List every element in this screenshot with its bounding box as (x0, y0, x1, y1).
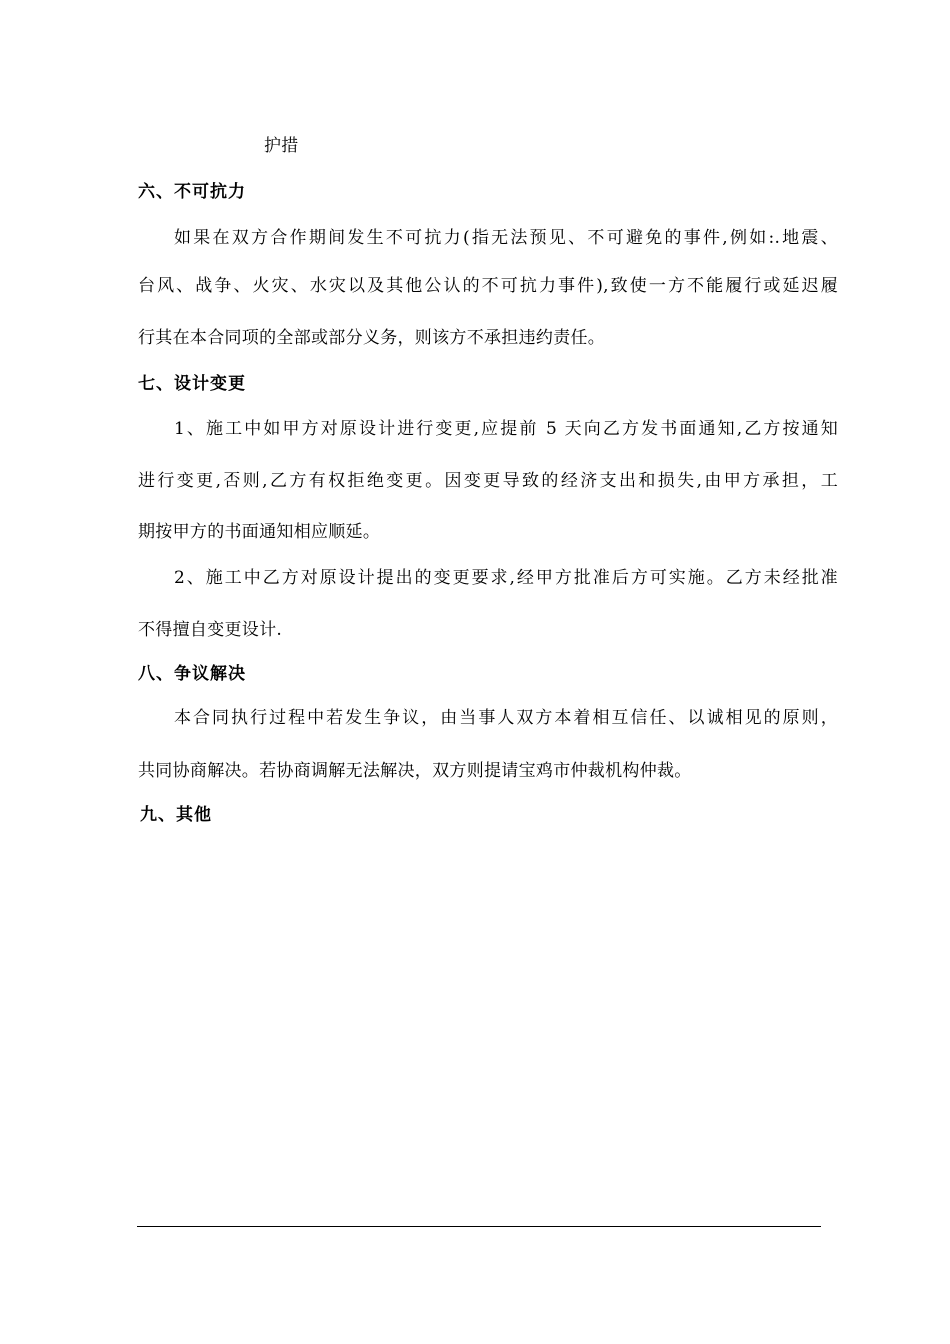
section-heading-other: 九、其他 (140, 805, 212, 825)
carryover-text: 护措 (264, 136, 299, 156)
paragraph-line: 共同协商解决。若协商调解无法解决，双方则提请宝鸡市仲裁机构仲裁。 (138, 761, 692, 781)
paragraph-line: 1、施工中如甲方对原设计进行变更,应提前 5 天向乙方发书面通知,乙方按通知 (174, 419, 838, 439)
paragraph-line: 期按甲方的书面通知相应顺延。 (138, 522, 381, 542)
paragraph-line: 如果在双方合作期间发生不可抗力(指无法预见、不可避免的事件,例如:.地震、 (174, 228, 838, 248)
footer-rule (137, 1226, 821, 1227)
section-heading-design-change: 七、设计变更 (138, 374, 246, 394)
section-heading-dispute-resolution: 八、争议解决 (138, 664, 246, 684)
paragraph-line: 本合同执行过程中若发生争议，由当事人双方本着相互信任、以诚相见的原则， (174, 708, 838, 728)
paragraph-line: 不得擅自变更设计. (138, 620, 283, 640)
paragraph-line: 台风、战争、火灾、水灾以及其他公认的不可抗力事件),致使一方不能履行或延迟履 (138, 276, 838, 296)
paragraph-line: 进行变更,否则,乙方有权拒绝变更。因变更导致的经济支出和损失,由甲方承担，工 (138, 471, 838, 491)
section-heading-force-majeure: 六、不可抗力 (138, 182, 246, 202)
paragraph-line: 2、施工中乙方对原设计提出的变更要求,经甲方批准后方可实施。乙方未经批准 (174, 568, 838, 588)
paragraph-line: 行其在本合同项的全部或部分义务，则该方不承担违约责任。 (138, 328, 606, 348)
